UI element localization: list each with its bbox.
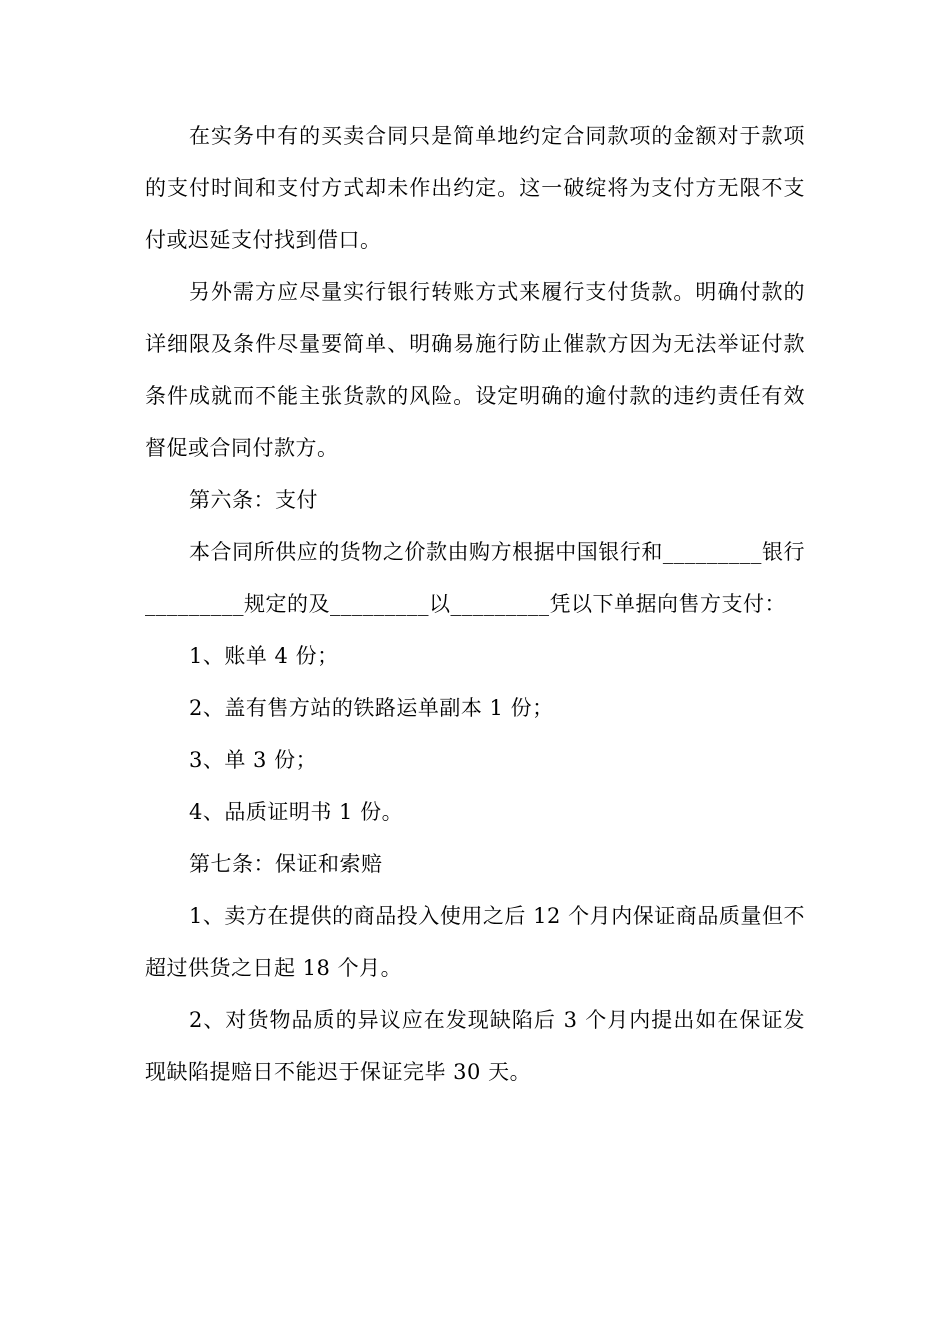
list-item-2: 2、盖有售方站的铁路运单副本 1 份； (189, 696, 554, 720)
paragraph-warranty-1: 1、卖方在提供的商品投入使用之后 12 个月内保证商品质量但不超过供货之日起 18 个月。 (145, 904, 805, 980)
list-item-4: 4、品质证明书 1 份。 (189, 800, 404, 824)
paragraph-payment-basis: 本合同所供应的货物之价款由购方根据中国银行和_________银行_________规定的及_________以_________凭以下单据向售方支付： (145, 540, 805, 616)
list-item-3: 3、单 3 份； (189, 748, 318, 772)
heading-article-7: 第七条：保证和索赔 (189, 852, 383, 876)
paragraph-bank-transfer: 另外需方应尽量实行银行转账方式来履行支付货款。明确付款的详细限及条件尽量要简单、明确易施行防止催款方因为无法举证付款条件成就而不能主张货款的风险。设定明确的逾付款的违约责任有效督促或合同付款方。 (145, 280, 805, 460)
heading-article-6: 第六条：支付 (189, 488, 318, 512)
document-page (145, 110, 805, 1098)
paragraph-contract-payment-terms: 在实务中有的买卖合同只是简单地约定合同款项的金额对于款项的支付时间和支付方式却未作出约定。这一破绽将为支付方无限不支付或迟延支付找到借口。 (145, 124, 805, 252)
list-item-1: 1、账单 4 份； (189, 644, 339, 668)
paragraph-warranty-2: 2、对货物品质的异议应在发现缺陷后 3 个月内提出如在保证发现缺陷提赔日不能迟于保证完毕 30 天。 (145, 1008, 805, 1084)
